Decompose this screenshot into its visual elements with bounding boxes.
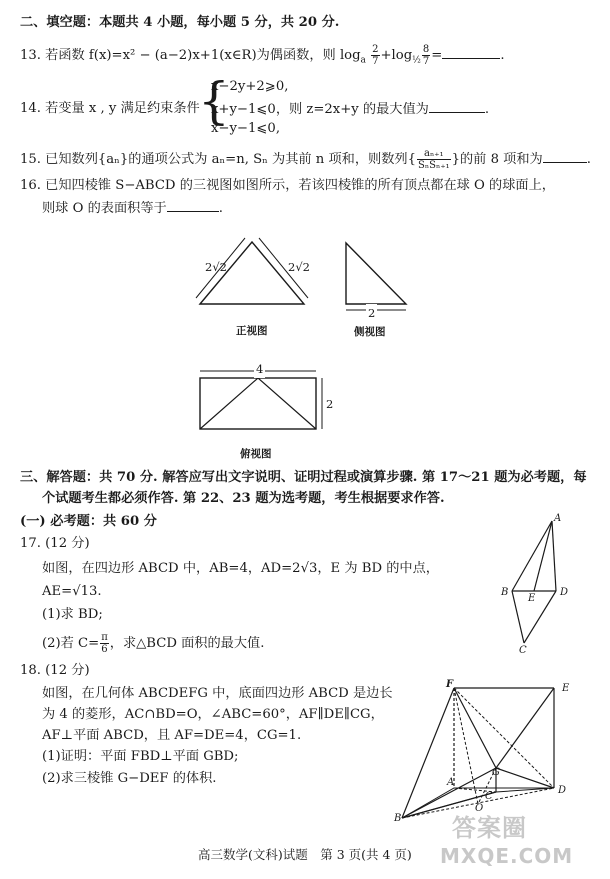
q13-prefix: 13. 若函数 f(x)=x² − (a−2)x+1(x∈R)为偶函数，则 log bbox=[20, 48, 361, 63]
q15-frac-num: aₙ₊₁ bbox=[417, 148, 451, 160]
q17-label-d: D bbox=[560, 587, 569, 598]
q17-part1: (1)求 BD; bbox=[42, 607, 103, 622]
section3-title-l1: 三、解答题：共 70 分. 解答应写出文字说明、证明过程或演算步骤. 第 17～21 题为必考题，每 bbox=[20, 470, 587, 485]
q17-edge-ad bbox=[552, 521, 556, 591]
top-view-dim-w: 4 bbox=[256, 362, 264, 376]
q14-constraint-3: x−y−1⩽0, bbox=[211, 121, 281, 136]
q13-answer-blank bbox=[442, 45, 500, 59]
q15-prefix: 15. 已知数列{aₙ}的通项公式为 aₙ=n, Sₙ 为其前 n 项和，则数列{ bbox=[20, 152, 416, 167]
q18-part1: (1)证明：平面 FBD⊥平面 GBD; bbox=[42, 749, 239, 764]
q17-edge-bc bbox=[512, 591, 524, 643]
q17-label-e: E bbox=[528, 593, 536, 604]
q17-part2-b: ，求△BCD 面积的最大值. bbox=[109, 636, 265, 651]
watermark-bottom: MXQE.COM bbox=[440, 844, 574, 868]
q13: 13. 若函数 f(x)=x² − (a−2)x+1(x∈R)为偶函数，则 $\log_a$ $\frac{2}{7}$ $+\log_{\frac{1}{2}}$ $\frac{8}{7}$ = . bbox=[20, 44, 505, 67]
front-view-label-left: 2√2 bbox=[205, 260, 227, 274]
q16-line2: 则球 O 的表面积等于 . bbox=[42, 198, 223, 218]
q18-edge-fo bbox=[454, 688, 478, 804]
q18-label-o: O bbox=[475, 803, 484, 814]
section3-title-l2: 个试题考生都必须作答. 第 22、23 题为选考题，考生根据要求作答. bbox=[42, 491, 445, 506]
q18-line2: 为 4 的菱形，AC∩BD=O，∠ABC=60°，AF∥DE∥CG， bbox=[42, 707, 384, 722]
page-footer: 高三数学(文科)试题 第 3 页(共 4 页) bbox=[198, 847, 412, 862]
front-view-caption: 正视图 bbox=[236, 325, 268, 337]
side-view-figure bbox=[340, 238, 420, 323]
q14-brace: { bbox=[198, 72, 230, 130]
q17-edge-ae bbox=[534, 521, 552, 591]
q17-frac-den: 6 bbox=[101, 644, 108, 655]
q16-line2-text: 则球 O 的表面积等于 bbox=[42, 201, 167, 216]
top-view-dim-h: 2 bbox=[326, 397, 334, 411]
side-view-caption: 侧视图 bbox=[354, 326, 386, 338]
watermark-top: 答案圈 bbox=[452, 814, 527, 842]
top-view-caption: 俯视图 bbox=[240, 448, 272, 460]
q14-constraint-1: x−2y+2⩾0, bbox=[211, 79, 289, 94]
q15-frac-den: SₙSₙ₊₁ bbox=[417, 160, 450, 171]
q16-answer-blank bbox=[167, 198, 219, 212]
q13-equals: = bbox=[431, 48, 443, 63]
q14-prefix: 14. 若变量 x , y 满足约束条件 bbox=[20, 101, 200, 116]
q17-edge-ab bbox=[512, 521, 552, 591]
q17-frac bbox=[100, 632, 109, 655]
q13-plus-log: +log bbox=[380, 48, 413, 63]
q17-label-b: B bbox=[501, 587, 509, 598]
q18-edge-fg bbox=[454, 688, 496, 768]
q14-constraint-2-text: x+y−1⩽0，则 z=2x+y 的最大值为 bbox=[211, 102, 429, 117]
q14-constraint-2: x+y−1⩽0，则 z=2x+y 的最大值为 . bbox=[211, 99, 489, 119]
q18-edge-gd bbox=[496, 768, 554, 788]
section2-title: 二、填空题：本题共 4 小题，每小题 5 分，共 20 分. bbox=[20, 15, 340, 30]
top-view-rect bbox=[200, 378, 316, 429]
q18-label-d: D bbox=[558, 785, 567, 796]
q18-label-f: F bbox=[446, 679, 454, 690]
q15: 15. 已知数列{aₙ}的通项公式为 aₙ=n, Sₙ 为其前 n 项和，则数列{ $\frac{\text{aₙ₊₁}}{\text{SₙSₙ₊₁}}$ }的前 8 项和为 . bbox=[20, 148, 591, 171]
q18-label-b: B bbox=[394, 813, 402, 824]
section3-subtitle: (一) 必考题：共 60 分 bbox=[20, 514, 157, 529]
side-view-triangle bbox=[346, 243, 406, 304]
q18-edge-fb bbox=[402, 688, 454, 818]
q18-number: 18. (12 分) bbox=[20, 663, 90, 678]
q17-line1: 如图，在四边形 ABCD 中，AB=4，AD=2√3，E 为 BD 的中点， bbox=[42, 561, 439, 576]
q17-line2: AE=√13. bbox=[42, 584, 102, 599]
q13-frac1-den: 7 bbox=[372, 56, 379, 67]
q18-line1: 如图，在几何体 ABCDEFG 中，底面四边形 ABCD 是边长 bbox=[42, 686, 393, 701]
q18-label-a: A bbox=[447, 777, 455, 788]
q18-line3: AF⊥平面 ABCD，且 AF=DE=4，CG=1. bbox=[42, 728, 302, 743]
q13-sub-a: a bbox=[360, 55, 366, 66]
top-view-figure bbox=[198, 366, 338, 436]
q17-part2-a: (2)若 C= bbox=[42, 636, 100, 651]
q13-sub-half: ½ bbox=[412, 55, 421, 66]
front-view-label-right: 2√2 bbox=[288, 260, 310, 274]
q13-frac2-num: 8 bbox=[422, 44, 430, 55]
q14-answer-blank bbox=[429, 99, 485, 113]
q17-label-a: A bbox=[554, 513, 562, 524]
q18-edge-eg bbox=[496, 688, 554, 768]
q17-label-c: C bbox=[519, 645, 527, 656]
q15-frac bbox=[417, 148, 451, 171]
top-view-ridge bbox=[200, 378, 316, 429]
q15-answer-blank bbox=[543, 149, 587, 163]
q18-label-g: G bbox=[492, 767, 500, 778]
q16-line1: 16. 已知四棱锥 S−ABCD 的三视图如图所示，若该四棱锥的所有顶点都在球 O 的球面上， bbox=[20, 178, 555, 193]
q18-edge-fd bbox=[454, 688, 554, 788]
q17-number: 17. (12 分) bbox=[20, 536, 90, 551]
q13-frac1-num: 2 bbox=[372, 44, 379, 55]
q17-frac-num: π bbox=[101, 632, 108, 643]
q13-frac2-den: 7 bbox=[422, 56, 430, 67]
q18-part2: (2)求三棱锥 G−DEF 的体积. bbox=[42, 771, 217, 786]
q18-label-e: E bbox=[562, 683, 570, 694]
side-view-dim: 2 bbox=[368, 306, 376, 320]
q13-frac1 bbox=[371, 44, 379, 67]
q18-label-c: C bbox=[485, 791, 493, 802]
q13-frac2 bbox=[422, 44, 430, 67]
q15-suffix: }的前 8 项和为 bbox=[451, 152, 543, 167]
q17-part2 bbox=[42, 632, 264, 655]
